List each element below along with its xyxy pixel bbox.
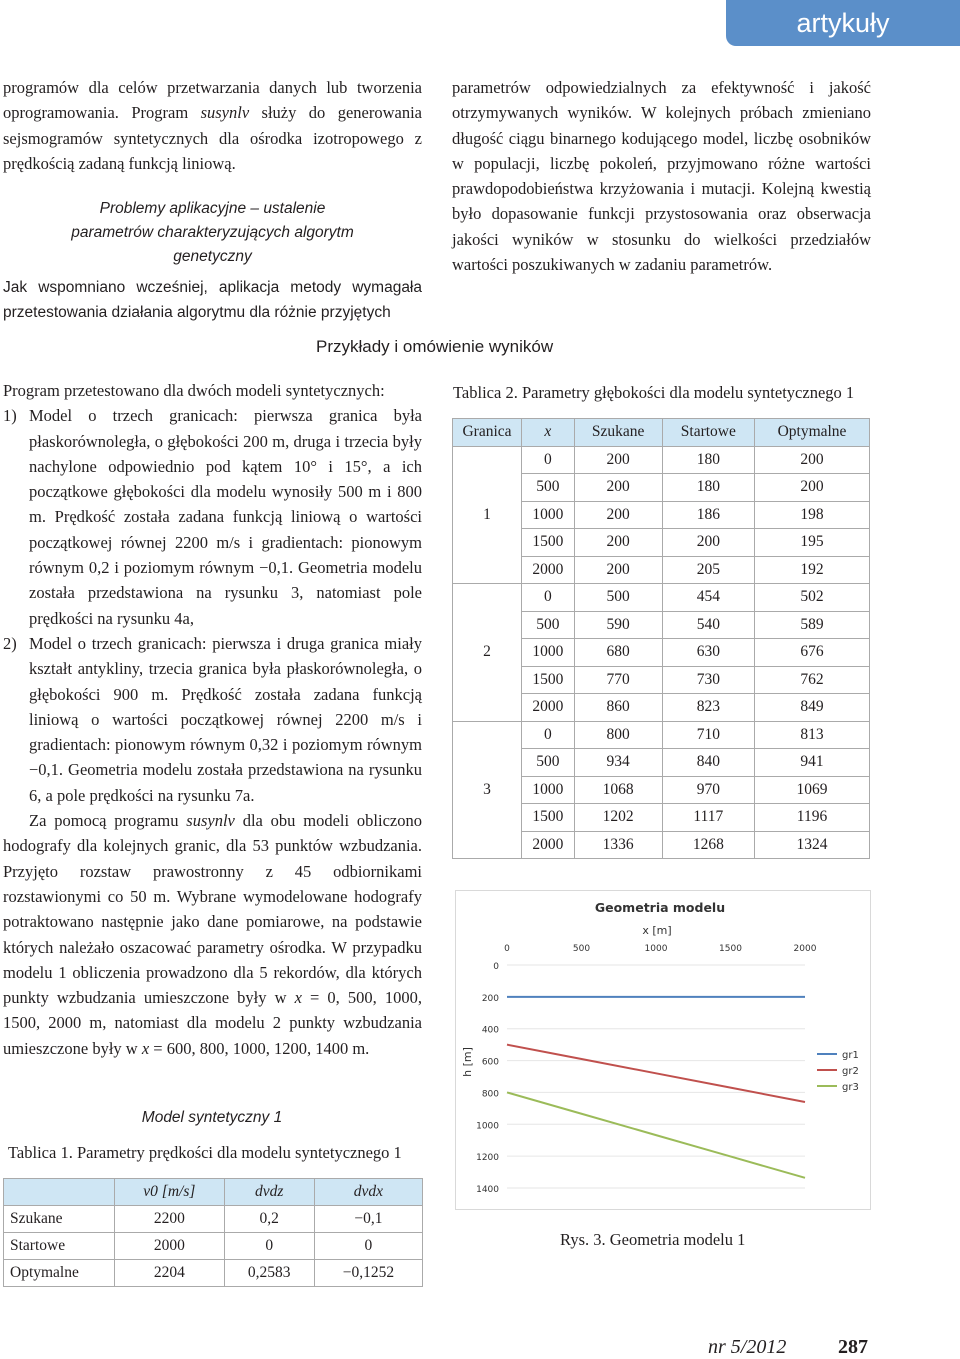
table2-cell: 1117 [662,804,754,832]
paragraph-3: Za pomocą programu susynlv dla obu modeli obliczono hodografy dla kolejnych granic, dla 53 punktów wzbudzania. Przyjęto rozstaw prawostronny z 45 odbiornikami rozstawionymi co 50 m. Wybrane wymodelowane hodografy potraktowano następnie jako dane pomiarowe, na podstawie których należało oszacować parametry ośrodka. W przypadku modelu 1 obliczenia prowadzono dla 5 rekordów, dla których punkty wzbudzania umieszczone były w x = 0, 500, 1000, 1500, 2000 m, natomiast dla modelu 2 punkty wzbudzania umieszczone były w x = 600, 800, 1000, 1200, 1400 m. [3,811,422,1058]
table1-header-cell: dvdz [224,1179,314,1206]
table2-cell: 676 [755,639,870,667]
chart-legend-label: gr1 [842,1050,859,1061]
table2-cell: 200 [662,529,754,557]
table1-cell: 0 [314,1233,422,1260]
table1-cell: 0,2583 [224,1260,314,1287]
chart-title: Geometria modelu [594,900,726,915]
chart-frame [456,891,871,1210]
table2-header-cell: Granica [453,419,522,447]
table-row [4,1206,423,1233]
table2-cell: 1500 [522,666,575,694]
table2-cell: 500 [574,584,662,612]
table2-cell: 500 [522,611,575,639]
table2-cell: 1068 [574,776,662,804]
table1-header-row [4,1179,423,1206]
table2-cell: 502 [755,584,870,612]
table2-cell: 1000 [522,501,575,529]
table1-cell: 2000 [115,1233,225,1260]
table2 [452,418,870,859]
table2-cell: 200 [574,501,662,529]
table2-cell: 1000 [522,639,575,667]
table2-group-label: 3 [453,721,522,859]
table2-cell: 2000 [522,694,575,722]
issue-number: nr 5/2012 [708,1336,787,1358]
table2-cell: 180 [662,446,754,474]
table2-header-row [453,419,870,447]
program-name: susynlv [200,103,250,123]
table2-cell: 180 [662,474,754,502]
table2-cell: 500 [522,474,575,502]
chart-x-tick-label: 0 [504,944,510,954]
table2-cell: 590 [574,611,662,639]
table1-cell: −0,1252 [314,1260,422,1287]
chart-x-tick-label: 1000 [644,944,668,954]
chart-y-tick-label: 1200 [476,1153,499,1164]
table2-cell: 195 [755,529,870,557]
geometry-chart [455,890,871,1210]
table1-cell: Startowe [4,1233,115,1260]
table2-cell: 1268 [662,831,754,859]
table2-cell: 200 [574,556,662,584]
table2-cell: 1500 [522,529,575,557]
table2-caption: Tablica 2. Parametry głębokości dla modelu syntetycznego 1 [453,383,855,402]
chart-legend-label: gr3 [842,1082,859,1093]
chart-y-tick-label: 1400 [476,1185,499,1195]
table2-cell: 200 [574,474,662,502]
section-heading: Przykłady i omówienie wyników [316,337,554,356]
table2-header-cell: x [522,419,575,447]
chart-y-tick-label: 400 [481,1025,499,1036]
table1-cell: Optymalne [4,1260,115,1287]
table-row [453,584,870,612]
subheading: Problemy aplikacyjne – ustalenie parametrów charakteryzujących algorytm genetyczny [71,200,354,266]
table2-cell: 840 [662,749,754,777]
chart-y-tick-label: 800 [481,1089,499,1100]
table2-cell: 1336 [574,831,662,859]
table-row [453,721,870,749]
table1-cell: 2204 [115,1260,225,1287]
chart-legend-label: gr2 [842,1066,859,1077]
lead-text: Program przetestowano dla dwóch modeli syntetycznych: [3,381,385,400]
table2-cell: 823 [662,694,754,722]
page-number: 287 [838,1336,868,1358]
list-item: 2) Model o trzech granicach: pierwsza i druga granica miały kształt antykliny, trzecia granica była płaskorównoległa, o głębokości 900 m. Prędkość została zadana funkcją liniową o wartości początkowej równej 2200 m/s i gradientach: pionowym równym 0,32 i poziomym równym −0,1. Geometria modelu została przedstawiona na rysunku 6, a pole prędkości na rysunku 7a. [3,633,422,805]
table2-cell: 941 [755,749,870,777]
table2-cell: 589 [755,611,870,639]
chart-x-tick-label: 500 [572,944,591,954]
table1-header-cell: dvdx [314,1179,422,1206]
table2-cell: 762 [755,666,870,694]
table2-cell: 813 [755,721,870,749]
table2-cell: 1324 [755,831,870,859]
table1-cell: Szukane [4,1206,115,1233]
table1 [3,1178,423,1287]
table-row [4,1233,423,1260]
table2-cell: 200 [574,529,662,557]
chart-y-label: h [m] [461,1047,474,1077]
table1-cell: 0 [224,1233,314,1260]
left-main [3,378,422,1061]
right-intro [452,75,871,277]
table2-cell: 454 [662,584,754,612]
table2-cell: 186 [662,501,754,529]
table2-cell: 0 [522,584,575,612]
table2-cell: 730 [662,666,754,694]
chart-x-label: x [m] [642,924,672,937]
table2-cell: 200 [755,446,870,474]
table2-header-cell: Startowe [662,419,754,447]
table2-cell: 2000 [522,556,575,584]
table1-caption: Tablica 1. Parametry prędkości dla modelu syntetycznego 1 [8,1143,402,1162]
list-item: 1) Model o trzech granicach: pierwsza granica była płaskorównoległa, o głębokości 200 m, druga i trzecia były nachylone odpowiednio pod kątem 10° i 15°, a ich początkowe głębokości dla modelu wynosiły 500 m i 800 m. Prędkość została zadana funkcją liniową o wartości początkowej równej 2200 m/s i gradientach: pionowym równym 0,2 i poziomym równym −0,1. Geometria modelu została przedstawiona na rysunku 3, natomiast pole prędkości na rysunku 4a, [3,406,422,628]
table2-cell: 1069 [755,776,870,804]
table2-cell: 1202 [574,804,662,832]
table2-cell: 540 [662,611,754,639]
table1-header-cell: v0 [m/s] [115,1179,225,1206]
table2-cell: 500 [522,749,575,777]
table2-cell: 198 [755,501,870,529]
table2-cell: 800 [574,721,662,749]
left-intro [3,75,422,325]
table2-cell: 1196 [755,804,870,832]
table2-cell: 630 [662,639,754,667]
table2-cell: 860 [574,694,662,722]
section-tag: artykuły [726,0,960,46]
table2-cell: 680 [574,639,662,667]
model-list [3,403,422,808]
table1-cell: 2200 [115,1206,225,1233]
table2-cell: 770 [574,666,662,694]
table2-cell: 1500 [522,804,575,832]
table-row [453,446,870,474]
table-row [4,1260,423,1287]
table1-cell: −0,1 [314,1206,422,1233]
table2-cell: 205 [662,556,754,584]
table2-cell: 0 [522,721,575,749]
figure-caption: Rys. 3. Geometria modelu 1 [560,1230,746,1249]
chart-y-tick-label: 0 [493,962,499,972]
intro-paragraph-2: Jak wspomniano wcześniej, aplikacja metody wymagała przetestowania działania algorytmu dla różnie przyjętych [3,279,422,322]
table2-header-cell: Optymalne [755,419,870,447]
table2-group-label: 2 [453,584,522,722]
table2-cell: 192 [755,556,870,584]
chart-x-tick-label: 2000 [793,944,817,954]
table2-cell: 2000 [522,831,575,859]
chart-y-tick-label: 600 [481,1057,499,1068]
table2-cell: 200 [574,446,662,474]
table2-header-cell: Szukane [574,419,662,447]
table2-group-label: 1 [453,446,522,584]
table2-cell: 970 [662,776,754,804]
right-intro-paragraph: parametrów odpowiedzialnych za efektywność i jakość otrzymywanych wyników. W kolejnych próbach zmieniano długość ciągu binarnego kodującego model, liczbę osobników w populacji, liczbę pokoleń, przyjmowano różne wartości prawdopodobieństwa krzyżowania i mutacji. Kolejną kwestią było dopasowanie funkcji przystosowania oraz obserwacja jakości wyników w stosunku do wielkości przedziałów wartości poszukiwanych w zadaniu parametrów. [452,78,871,275]
table1-header-cell [4,1179,115,1206]
table2-cell: 200 [755,474,870,502]
model-label: Model syntetyczny 1 [141,1109,283,1126]
chart-y-tick-label: 1000 [476,1121,499,1132]
table2-cell: 710 [662,721,754,749]
table1-cell: 0,2 [224,1206,314,1233]
table2-cell: 1000 [522,776,575,804]
table2-cell: 934 [574,749,662,777]
intro-paragraph: programów dla celów przetwarzania danych lub tworzenia oprogramowania. Program susynlv służy do generowania sejsmogramów syntetycznych dla ośrodka izotropowego z prędkością zadaną funkcją liniową. [3,78,422,173]
chart-x-tick-label: 1500 [719,944,742,954]
table2-cell: 0 [522,446,575,474]
table2-cell: 849 [755,694,870,722]
chart-y-tick-label: 200 [481,993,499,1004]
